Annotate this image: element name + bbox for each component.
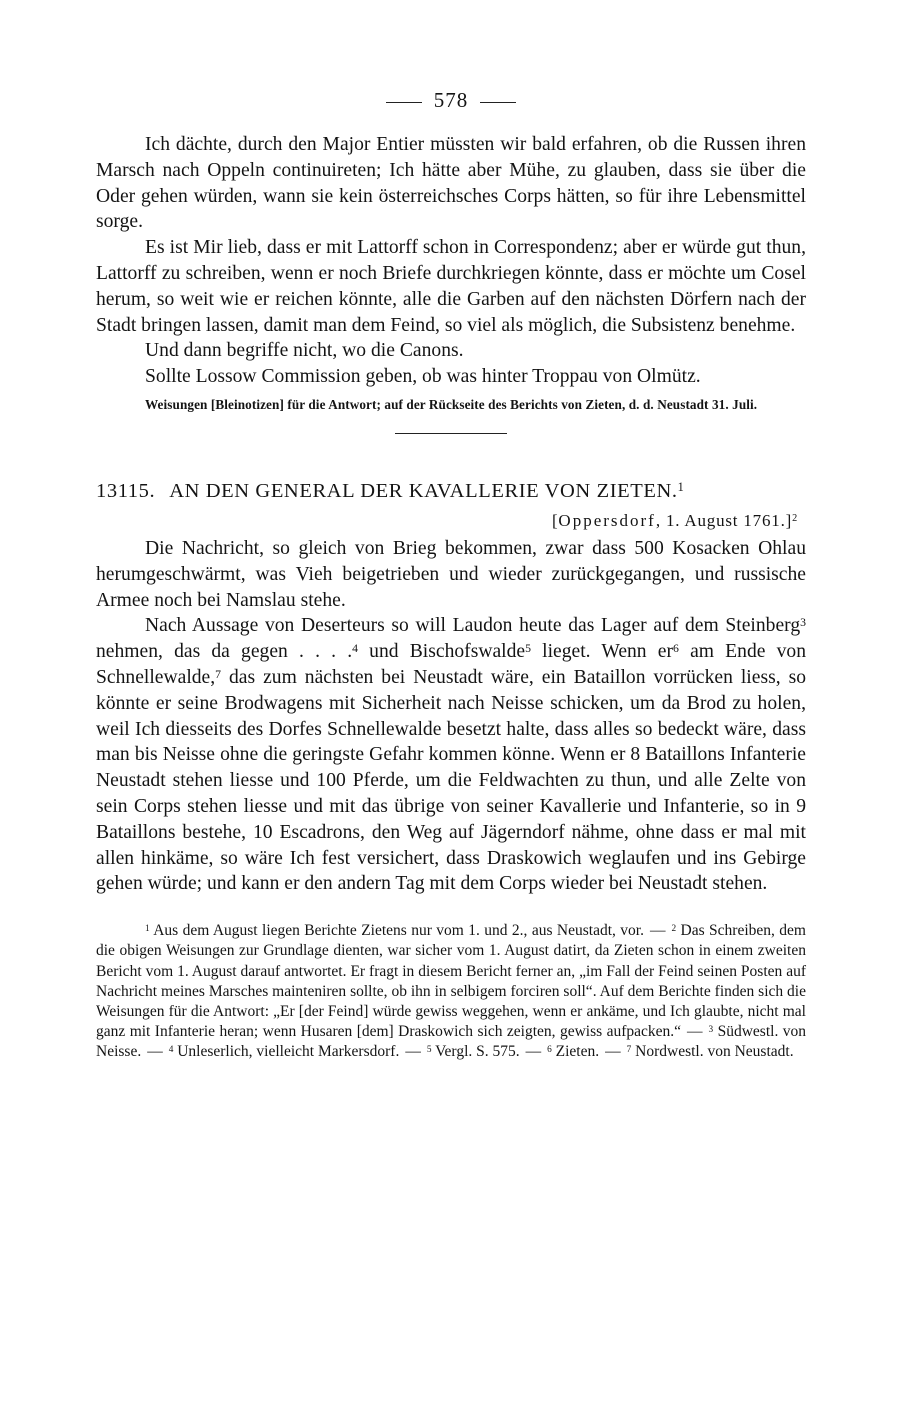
letter-heading (96, 478, 806, 504)
footnote-number: 7 (626, 1045, 632, 1056)
text-run: nehmen, das da gegen . . . . (96, 641, 353, 663)
footnote-ref: 7 (215, 667, 222, 681)
text-run: das zum nächsten bei Neustadt wäre, ein Bataillon vorrücken liess, so könnte er seine Brodwagens mit Sicherheit nach Neisse schicken, um da Brod zu holen, weil Ich diesseits des Dorfes Schnellewalde besetzt halte, dass alles so bedeckt wäre, dass man bis Neisse ohne die geringste Gefahr kommen könne. Wenn er 8 Bataillons Infanterie Neustadt stehen liesse und 100 Pferde, um die Feldwachten zu thun, und alle Zelte von sein Corps stehen liesse und mit das übrige von seiner Kavallerie und Infanterie, so in 9 Bataillons bestehe, 10 Escadrons, den Weg auf Jägerndorf nähme, ohne dass er mal mit allen hinkäme, so wäre Ich fest versichert, dass Draskowich weglaufen und ins Gebirge gehen würde; und kann er den andern Tag mit dem Corps wieder bei Neustadt stehen. (96, 666, 806, 895)
date-open-bracket: [ (551, 510, 559, 530)
footnote-ref: 3 (800, 616, 806, 630)
footnote-ref: 2 (792, 513, 798, 525)
footnote-separator: — (147, 1043, 163, 1061)
paragraph: Die Nachricht, so gleich von Brieg bekommen, zwar dass 500 Kosacken Ohlau herumgeschwärmt, was Vieh beigetrieben und wieder zurückgegangen, und russische Armee noch bei Namslau stehe. (96, 537, 806, 611)
paragraph: Ich dächte, durch den Major Entier müssten wir bald erfahren, ob die Russen ihren Marsch nach Oppeln continuireten; Ich hätte aber Mühe, zu glauben, dass sie über die Oder gehen würden, wann sie kein österreichsches Corps hätten, so für ihre Lebensmittel sorge. (96, 134, 806, 233)
footnote-text: Unleserlich, vielleicht Markersdorf. (173, 1043, 400, 1061)
footnote-text: Vergl. S. 575. (431, 1043, 520, 1061)
footnote-separator: — (605, 1043, 621, 1061)
footnote-text: Das Schreiben, dem die obigen Weisungen zur Grundlage dienten, war sicher vom 1. August datirt, da Zieten schon in einem zweiten Bericht vom 1. August darauf antwortet. Er fragt in diesem Bericht ferner an, „im Fall der Feind seinen Posten auf Nachricht meines Marsches mainteniren sollte, ob ihn in selbigem forciren soll“. Auf dem Berichte finden sich die Weisungen für die Antwort: „Er [der Feind] würde gewiss weggehen, wenn er ankäme, und Ich glaubte, nicht mal ganz mit Infanterie heran; wenn Husaren [dem] Draskowich sich zeigten, gewiss aufpacken.“ (96, 922, 806, 1041)
text-run: und Bischofswalde (358, 641, 526, 663)
text-run: Nach Aussage von Deserteurs so will Laudon heute das Lager auf dem Steinberg (145, 615, 801, 637)
footnote-ref: 5 (525, 641, 531, 655)
footnote-ref: 1 (677, 480, 685, 495)
footnote-text: Aus dem August liegen Berichte Zietens nur vom 1. und 2., aus Neustadt, vor. (149, 922, 644, 940)
section-divider (395, 433, 507, 434)
paragraph: Es ist Mir lieb, dass er mit Lattorff schon in Correspondenz; aber er würde gut thun, Lattorff zu schreiben, wenn er noch Briefe durchkriegen könnte, dass er möchte um Cosel herum, so weit wie er reichen könnte, alle die Garben auf den nächsten Dörfern nach der Stadt bringen lassen, damit man dem Feind, so viel als möglich, die Subsistenz benehme. (96, 237, 806, 336)
page-header (96, 80, 806, 120)
letter-title: AN DEN GENERAL DER KAVALLERIE VON ZIETEN. (169, 479, 678, 502)
footnote-separator: — (687, 1023, 703, 1041)
text-run: lieget. Wenn er (530, 641, 674, 663)
footnote-number: 6 (547, 1045, 552, 1056)
letter-number: 13115. (96, 479, 156, 502)
letter-date (96, 508, 806, 534)
header-dash-left (386, 102, 422, 103)
paragraph: Und dann begriffe nicht, wo die Canons. (145, 340, 464, 362)
footnote-text: Nordwestl. von Neustadt. (631, 1043, 794, 1061)
footnote-separator: — (405, 1043, 421, 1061)
source-note: Weisungen [Bleinotizen] für die Antwort; auf der Rückseite des Berichts von Zieten, d. d. Neustadt 31. Juli. (145, 396, 758, 412)
footnote-separator: — (649, 922, 666, 940)
footnote-ref: 6 (673, 641, 679, 655)
date-place: Oppersdorf (558, 510, 656, 530)
letter-body (96, 536, 806, 897)
footnote-ref: 4 (352, 641, 358, 655)
footnote-separator: — (525, 1043, 542, 1061)
paragraph: Sollte Lossow Commission geben, ob was hinter Troppau von Olmütz. (145, 366, 701, 388)
footnotes (96, 921, 806, 1062)
top-section (96, 132, 806, 413)
footnote-number: 4 (168, 1045, 174, 1056)
footnote-number: 5 (426, 1045, 432, 1056)
footnote-number: 3 (708, 1024, 714, 1035)
paragraph (96, 613, 806, 897)
footnote-number: 1 (145, 923, 150, 934)
document-page (96, 80, 806, 1063)
text-run: am Ende von Schnellewalde, (96, 641, 806, 688)
footnote-text: Südwestl. von Neisse. (96, 1023, 807, 1061)
header-dash-right (480, 102, 516, 103)
footnote-number: 2 (671, 923, 677, 934)
footnote-text: Zieten. (551, 1043, 600, 1061)
date-rest: , 1. August 1761.] (655, 510, 793, 530)
page-number: 578 (433, 88, 469, 112)
